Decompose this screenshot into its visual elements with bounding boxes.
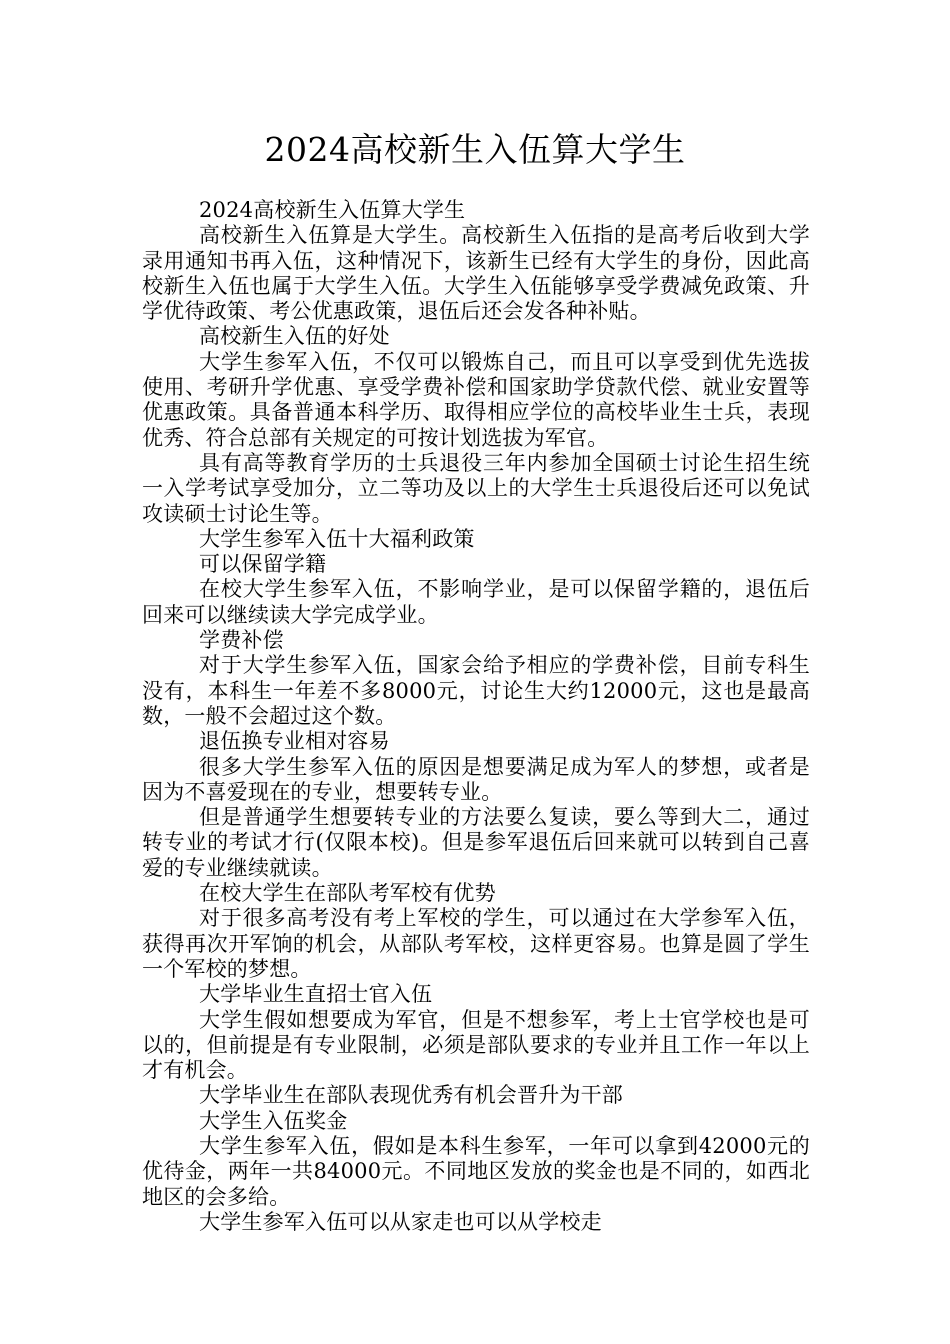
paragraph: 对于大学生参军入伍，国家会给予相应的学费补偿，目前专科生没有，本科生一年差不多8000元，讨论生大约12000元，这也是最高数，一般不会超过这个数。 [142, 653, 810, 728]
paragraph: 在校大学生参军入伍，不影响学业，是可以保留学籍的，退伍后回来可以继续读大学完成学业。 [142, 577, 810, 627]
section-heading: 大学毕业生在部队表现优秀有机会晋升为干部 [199, 1083, 623, 1108]
section-heading: 大学生入伍奖金 [199, 1108, 348, 1133]
section-heading: 退伍换专业相对容易 [199, 729, 390, 754]
section-heading: 高校新生入伍的好处 [199, 324, 390, 349]
section-heading: 大学生参军入伍可以从家走也可以从学校走 [199, 1209, 602, 1234]
paragraph: 具有高等教育学历的士兵退役三年内参加全国硕士讨论生招生统一入学考试享受加分，立二等功及以上的大学生士兵退役后还可以免试攻读硕士讨论生等。 [142, 450, 810, 526]
section-heading: 学费补偿 [199, 628, 284, 653]
paragraph: 对于很多高考没有考上军校的学生，可以通过在大学参军入伍，获得再次开军饷的机会，从部队考军校，这样更容易。也算是圆了学生一个军校的梦想。 [142, 906, 810, 981]
document-body [142, 198, 810, 1235]
paragraph: 2024高校新生入伍算大学生 [199, 198, 466, 222]
section-heading: 在校大学生在部队考军校有优势 [199, 881, 496, 906]
paragraph: 但是普通学生想要转专业的方法要么复读，要么等到大二，通过转专业的考试才行(仅限本校)。但是参军退伍后回来就可以转到自己喜爱的专业继续就读。 [142, 805, 810, 880]
section-heading: 大学毕业生直招士官入伍 [199, 982, 433, 1007]
paragraph: 大学生参军入伍，假如是本科生参军，一年可以拿到42000元的优待金，两年一共84000元。不同地区发放的奖金也是不同的，如西北地区的会多给。 [142, 1133, 810, 1209]
section-heading: 大学生参军入伍十大福利政策 [199, 526, 475, 551]
paragraph: 很多大学生参军入伍的原因是想要满足成为军人的梦想，或者是因为不喜爱现在的专业，想要转专业。 [142, 754, 810, 804]
section-heading: 可以保留学籍 [199, 552, 327, 577]
paragraph: 高校新生入伍算是大学生。高校新生入伍指的是高考后收到大学录用通知书再入伍，这种情况下，该新生已经有大学生的身份，因此高校新生入伍也属于大学生入伍。大学生入伍能够享受学费减免政策、升学优待政策、考公优惠政策，退伍后还会发各种补贴。 [142, 223, 810, 324]
document-title: 2024高校新生入伍算大学生 [264, 130, 686, 169]
paragraph: 大学生参军入伍，不仅可以锻炼自己，而且可以享受到优先选拔使用、考研升学优惠、享受学费补偿和国家助学贷款代偿、就业安置等优惠政策。具备普通本科学历、取得相应学位的高校毕业生士兵，表现优秀、符合总部有关规定的可按计划选拔为军官。 [142, 349, 810, 450]
paragraph: 大学生假如想要成为军官，但是不想参军，考上士官学校也是可以的，但前提是有专业限制，必须是部队要求的专业并且工作一年以上才有机会。 [142, 1007, 810, 1083]
